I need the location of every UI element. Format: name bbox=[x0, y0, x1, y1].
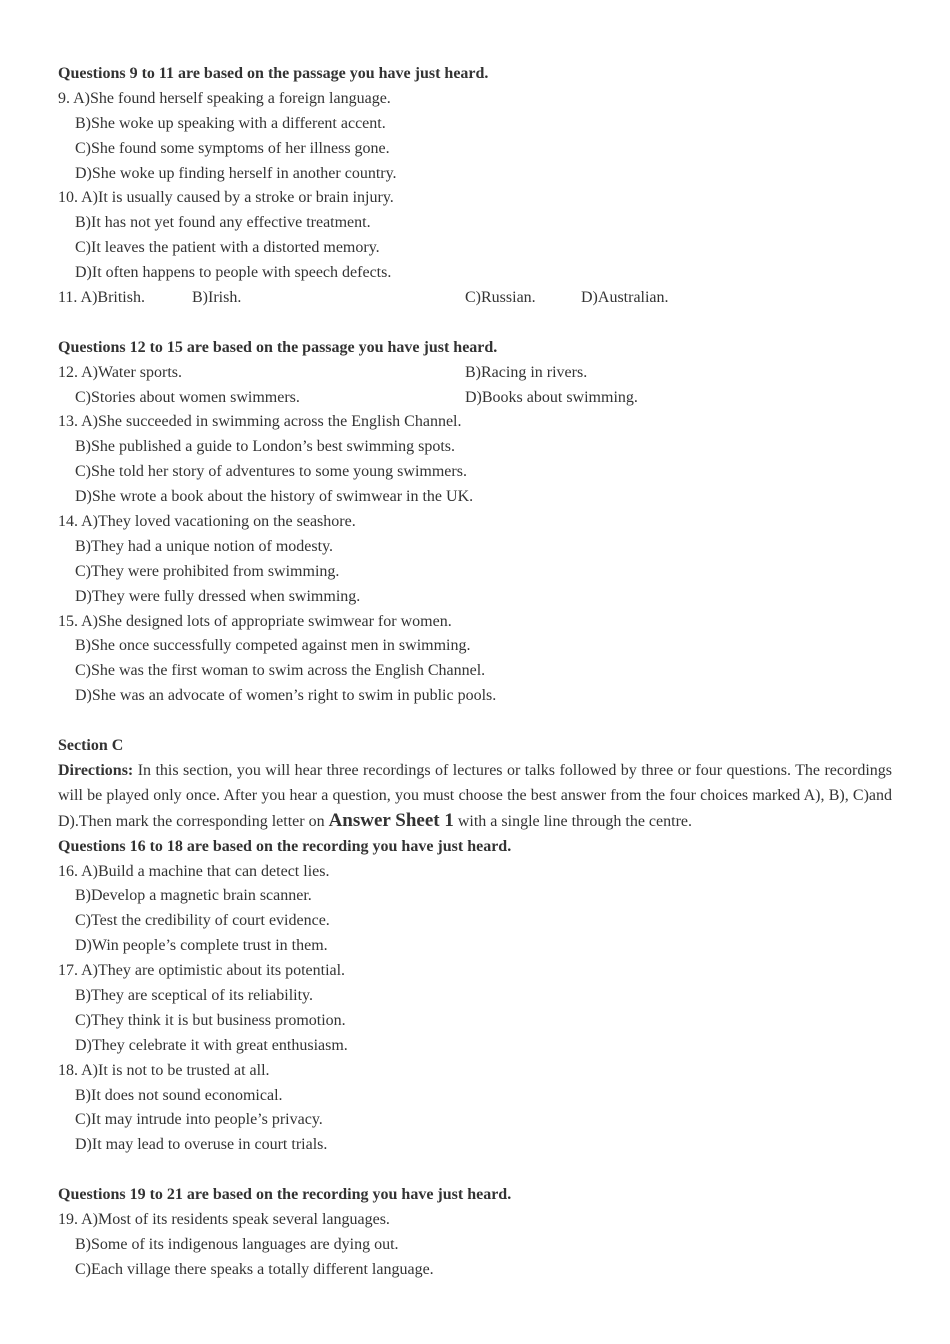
question-14-option-c: C)They were prohibited from swimming. bbox=[75, 562, 340, 580]
question-18-option-a: 18. A)It is not to be trusted at all. bbox=[58, 1061, 270, 1079]
answer-sheet-label: Answer Sheet 1 bbox=[328, 809, 454, 831]
question-14-option-d: D)They were fully dressed when swimming. bbox=[75, 587, 361, 605]
section-title: Section C bbox=[58, 737, 124, 755]
question-11-option-b: B)Irish. bbox=[192, 289, 242, 307]
question-10-option-a: 10. A)It is usually caused by a stroke or brain injury. bbox=[58, 189, 394, 207]
question-11-option-c: C)Russian. bbox=[465, 289, 536, 307]
question-11-option-d: D)Australian. bbox=[581, 289, 669, 307]
question-13-option-d: D)She wrote a book about the history of swimwear in the UK. bbox=[75, 488, 474, 506]
question-16-option-b: B)Develop a magnetic brain scanner. bbox=[75, 887, 312, 905]
question-14-option-b: B)They had a unique notion of modesty. bbox=[75, 537, 334, 555]
question-9-option-b: B)She woke up speaking with a different accent. bbox=[75, 114, 386, 132]
question-13-option-b: B)She published a guide to London’s best swimming spots. bbox=[75, 438, 455, 456]
question-17-option-b: B)They are sceptical of its reliability. bbox=[75, 987, 313, 1004]
spacer bbox=[58, 1158, 892, 1183]
question-11-option-a: 11. A)British. bbox=[58, 289, 145, 307]
group-heading-12-15: Questions 12 to 15 are based on the passage you have just heard. bbox=[58, 338, 498, 356]
group-heading-16-18: Questions 16 to 18 are based on the recording you have just heard. bbox=[58, 837, 512, 855]
question-19-option-b: B)Some of its indigenous languages are dying out. bbox=[75, 1235, 399, 1253]
question-12-option-b: B)Racing in rivers. bbox=[465, 363, 588, 381]
question-12-row-1 bbox=[58, 361, 892, 386]
group-heading-19-21: Questions 19 to 21 are based on the recording you have just heard. bbox=[58, 1186, 512, 1204]
question-10-option-d: D)It often happens to people with speech defects. bbox=[75, 264, 392, 282]
question-17-option-a: 17. A)They are optimistic about its potential. bbox=[58, 962, 346, 980]
question-16-option-a: 16. A)Build a machine that can detect lies. bbox=[58, 862, 330, 880]
question-16-option-c: C)Test the credibility of court evidence. bbox=[75, 912, 330, 930]
question-13-option-c: C)She told her story of adventures to some young swimmers. bbox=[75, 463, 467, 481]
question-18-option-c: C)It may intrude into people’s privacy. bbox=[75, 1111, 323, 1129]
question-15-option-d: D)She was an advocate of women’s right to swim in public pools. bbox=[75, 687, 497, 705]
directions-text: In this section, you will hear three recordings of lectures or talks followed by three or four questions. The recordings will be played only once. After you hear a question, you must choose the best answer from the four choices marked A), B), C)and D).Then mark the corresponding letter on bbox=[58, 761, 892, 830]
question-9-option-d: D)She woke up finding herself in another country. bbox=[75, 164, 397, 182]
question-9-option-a: 9. A)She found herself speaking a foreign language. bbox=[58, 89, 391, 107]
question-12-option-a: 12. A)Water sports. bbox=[58, 363, 183, 381]
question-13-option-a: 13. A)She succeeded in swimming across the English Channel. bbox=[58, 413, 462, 431]
question-11-options bbox=[58, 286, 892, 311]
question-17-option-c: C)They think it is but business promotion. bbox=[75, 1011, 346, 1029]
question-15-option-b: B)She once successfully competed against men in swimming. bbox=[75, 637, 471, 655]
question-15-option-a: 15. A)She designed lots of appropriate swimwear for women. bbox=[58, 612, 452, 630]
question-10-option-c: C)It leaves the patient with a distorted memory. bbox=[75, 239, 380, 257]
spacer bbox=[58, 709, 892, 734]
question-12-option-d: D)Books about swimming. bbox=[465, 388, 638, 406]
directions-label: Directions: bbox=[58, 761, 134, 779]
question-14-option-a: 14. A)They loved vacationing on the seashore. bbox=[58, 513, 356, 531]
question-9-option-c: C)She found some symptoms of her illness gone. bbox=[75, 139, 390, 157]
question-17-option-d: D)They celebrate it with great enthusiasm. bbox=[75, 1036, 348, 1054]
group-heading-9-11: Questions 9 to 11 are based on the passage you have just heard. bbox=[58, 65, 489, 82]
question-12-option-c: C)Stories about women swimmers. bbox=[75, 388, 300, 406]
directions-end: with a single line through the centre. bbox=[453, 812, 692, 830]
exam-page bbox=[58, 62, 892, 1283]
question-18-option-d: D)It may lead to overuse in court trials. bbox=[75, 1136, 328, 1154]
spacer bbox=[58, 311, 892, 336]
question-16-option-d: D)Win people’s complete trust in them. bbox=[75, 937, 328, 955]
question-12-row-2 bbox=[58, 386, 892, 411]
question-15-option-c: C)She was the first woman to swim across the English Channel. bbox=[75, 662, 486, 680]
question-19-option-a: 19. A)Most of its residents speak several languages. bbox=[58, 1211, 390, 1229]
section-directions bbox=[58, 759, 892, 835]
question-19-option-c: C)Each village there speaks a totally different language. bbox=[75, 1260, 434, 1278]
question-10-option-b: B)It has not yet found any effective treatment. bbox=[75, 214, 371, 232]
question-18-option-b: B)It does not sound economical. bbox=[75, 1086, 283, 1104]
